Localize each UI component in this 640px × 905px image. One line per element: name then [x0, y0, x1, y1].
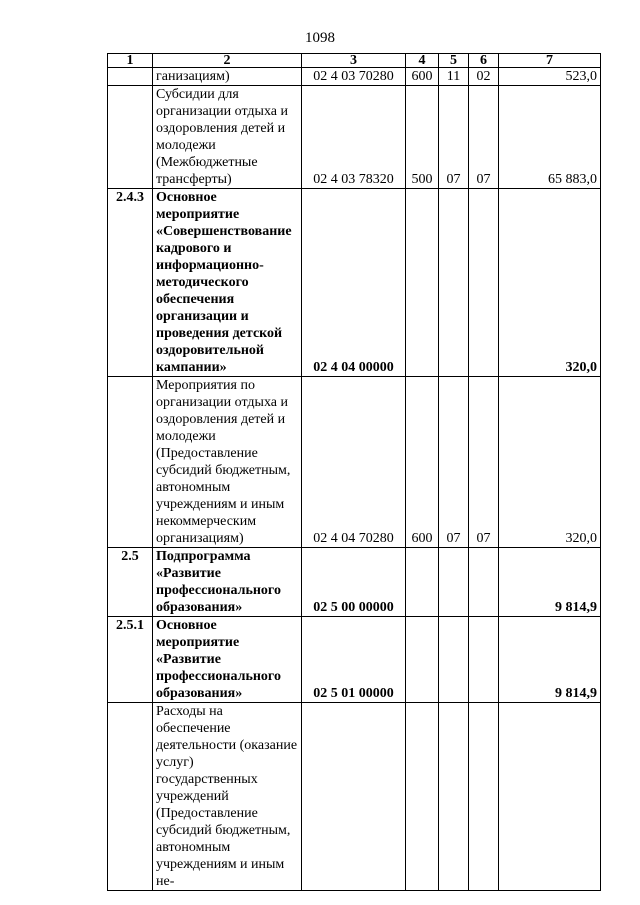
- table-row: [108, 377, 601, 548]
- row-expense-type: [406, 548, 439, 617]
- row-name: Мероприятия по организации отдыха и оздоровления детей и молодежи (Предоставление субсидий бюджетным, автономным учреждениям и иным некоммерческим организациям): [153, 377, 302, 548]
- column-header: 4: [406, 54, 439, 68]
- column-header: 2: [153, 54, 302, 68]
- row-name: Расходы на обеспечение деятельности (оказание услуг) государственных учреждений (Предоставление субсидий бюджетным, автономным учреждениям и иным не-: [153, 703, 302, 891]
- row-section: 07: [439, 377, 469, 548]
- row-code: 02 4 03 78320: [302, 86, 406, 189]
- column-header: 5: [439, 54, 469, 68]
- row-code: 02 4 03 70280: [302, 68, 406, 86]
- row-code: 02 5 00 00000: [302, 548, 406, 617]
- row-name: Подпрограмма «Развитие профессионального образования»: [153, 548, 302, 617]
- row-name: ганизациям): [153, 68, 302, 86]
- row-subsection: 07: [469, 377, 499, 548]
- column-header: 6: [469, 54, 499, 68]
- row-amount: 320,0: [499, 189, 601, 377]
- row-amount: 523,0: [499, 68, 601, 86]
- row-amount: 9 814,9: [499, 617, 601, 703]
- table-row: [108, 189, 601, 377]
- row-code: 02 4 04 00000: [302, 189, 406, 377]
- row-expense-type: [406, 617, 439, 703]
- row-expense-type: [406, 703, 439, 891]
- page-number: 1098: [305, 30, 335, 46]
- row-name: Основное мероприятие «Совершенствование кадрового и информационно-методического обеспечения организации и проведения детской оздоровительной кампании»: [153, 189, 302, 377]
- row-number: [108, 703, 153, 891]
- row-section: [439, 703, 469, 891]
- column-header: 1: [108, 54, 153, 68]
- row-subsection: [469, 189, 499, 377]
- row-expense-type: 600: [406, 68, 439, 86]
- row-subsection: 07: [469, 86, 499, 189]
- row-subsection: [469, 548, 499, 617]
- column-header: 3: [302, 54, 406, 68]
- row-section: [439, 548, 469, 617]
- row-section: [439, 617, 469, 703]
- row-amount: 9 814,9: [499, 548, 601, 617]
- table-row: [108, 548, 601, 617]
- table-row: [108, 86, 601, 189]
- table-row: [108, 68, 601, 86]
- row-subsection: [469, 617, 499, 703]
- row-number: 2.5.1: [108, 617, 153, 703]
- row-code: [302, 703, 406, 891]
- row-expense-type: 500: [406, 86, 439, 189]
- row-section: 11: [439, 68, 469, 86]
- row-number: [108, 86, 153, 189]
- row-section: [439, 189, 469, 377]
- table-row: [108, 617, 601, 703]
- row-name: Основное мероприятие «Развитие профессионального образования»: [153, 617, 302, 703]
- row-number: 2.4.3: [108, 189, 153, 377]
- row-amount: 65 883,0: [499, 86, 601, 189]
- column-header: 7: [499, 54, 601, 68]
- table-row: [108, 703, 601, 891]
- row-number: 2.5: [108, 548, 153, 617]
- row-amount: [499, 703, 601, 891]
- row-subsection: [469, 703, 499, 891]
- row-subsection: 02: [469, 68, 499, 86]
- row-number: [108, 68, 153, 86]
- row-number: [108, 377, 153, 548]
- budget-table: [107, 53, 601, 891]
- row-name: Субсидии для организации отдыха и оздоровления детей и молодежи (Межбюджетные трансферты): [153, 86, 302, 189]
- table-header-row: [108, 54, 601, 68]
- row-code: 02 5 01 00000: [302, 617, 406, 703]
- row-section: 07: [439, 86, 469, 189]
- row-expense-type: 600: [406, 377, 439, 548]
- row-expense-type: [406, 189, 439, 377]
- row-code: 02 4 04 70280: [302, 377, 406, 548]
- row-amount: 320,0: [499, 377, 601, 548]
